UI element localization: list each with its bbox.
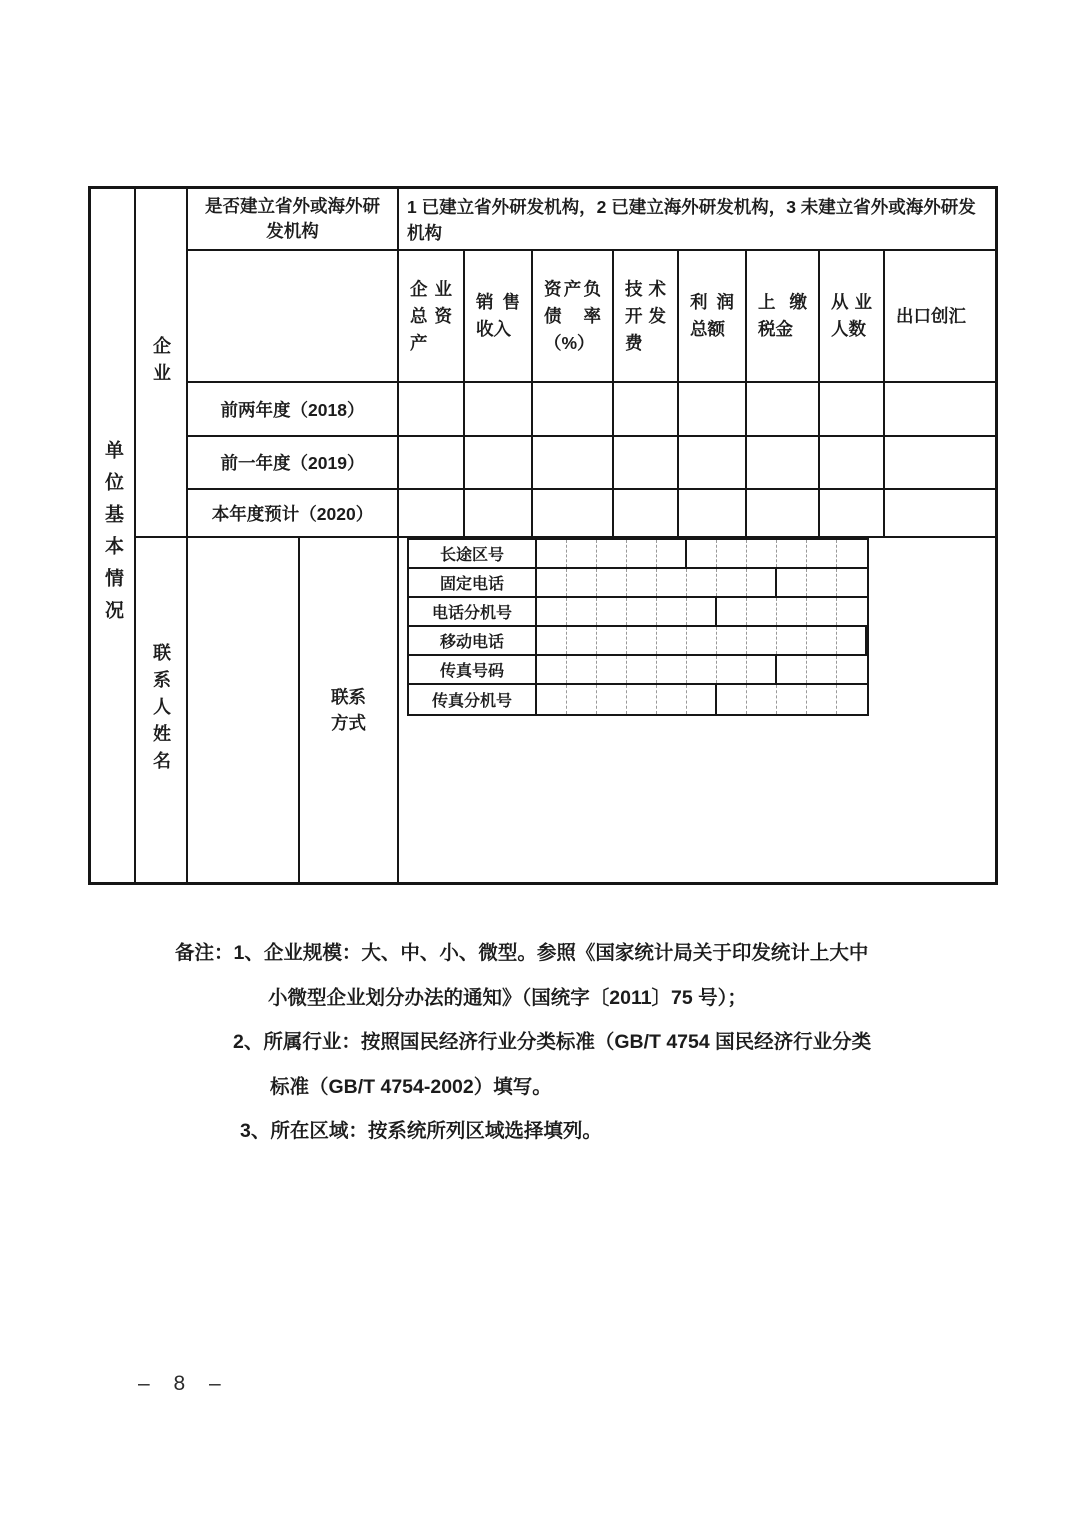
contact-row xyxy=(409,627,867,656)
digit-cell[interactable] xyxy=(687,627,717,654)
digit-cell[interactable] xyxy=(717,569,747,596)
digit-cell[interactable] xyxy=(837,598,867,625)
section-title-cell xyxy=(91,189,134,882)
data-cell-2020-export-earnings[interactable] xyxy=(885,490,995,536)
data-cell-2020-total-assets[interactable] xyxy=(399,490,463,536)
digit-cell[interactable] xyxy=(537,656,567,683)
digit-cell[interactable] xyxy=(777,598,807,625)
col-header-total-assets xyxy=(399,251,463,381)
digit-cell[interactable] xyxy=(537,540,567,567)
digit-cell[interactable] xyxy=(657,656,687,683)
digit-cell[interactable] xyxy=(597,569,627,596)
digit-cell[interactable] xyxy=(657,540,687,567)
digit-cell[interactable] xyxy=(807,598,837,625)
col-header-label: 出口创汇 xyxy=(896,305,966,326)
contact-row-label: 电话分机号 xyxy=(409,598,537,625)
rd-question-label: 是否建立省外或海外研发机构 xyxy=(205,196,380,241)
contact-row-header: 联系人姓名 xyxy=(151,642,171,778)
digit-cell[interactable] xyxy=(717,598,747,625)
col-header-label: 销售收入 xyxy=(476,292,520,339)
digit-cell[interactable] xyxy=(747,656,777,683)
note-line: 备注：1、企业规模：大、中、小、微型。参照《国家统计局关于印发统计上大中 xyxy=(175,942,869,964)
data-cell-2020-sales-revenue[interactable] xyxy=(465,490,531,536)
digit-cell[interactable] xyxy=(657,598,687,625)
col-header-taxes-paid xyxy=(747,251,818,381)
digit-cell[interactable] xyxy=(537,569,567,596)
digit-cell[interactable] xyxy=(597,540,627,567)
data-cell-2019-total-profit[interactable] xyxy=(679,437,745,488)
digit-cell[interactable] xyxy=(597,627,627,654)
col-header-export-earnings xyxy=(885,251,995,381)
digit-cell[interactable] xyxy=(747,569,777,596)
year-row-label-2019-cell xyxy=(188,437,397,488)
digit-cell[interactable] xyxy=(687,656,717,683)
data-cell-2018-total-assets[interactable] xyxy=(399,383,463,435)
data-cell-2019-sales-revenue[interactable] xyxy=(465,437,531,488)
digit-cell[interactable] xyxy=(537,627,567,654)
digit-cell[interactable] xyxy=(717,656,747,683)
data-cell-2020-employees[interactable] xyxy=(820,490,883,536)
contact-row-label: 固定电话 xyxy=(409,569,537,596)
year-row-label: 本年度预计（2020） xyxy=(211,503,374,524)
digit-cell[interactable] xyxy=(807,656,837,683)
contact-row-label: 传真分机号 xyxy=(409,685,537,714)
digit-cell[interactable] xyxy=(657,685,687,714)
note-line: 2、所属行业：按照国民经济行业分类标准（GB/T 4754 国民经济行业分类 xyxy=(233,1031,872,1053)
contact-method-label-cell xyxy=(300,538,397,882)
digit-cell[interactable] xyxy=(567,627,597,654)
data-cell-2019-rd-expense[interactable] xyxy=(614,437,677,488)
contact-method-label: 联系方式 xyxy=(331,687,366,733)
digit-cell[interactable] xyxy=(537,685,567,714)
digit-cell[interactable] xyxy=(567,569,597,596)
data-cell-2020-total-profit[interactable] xyxy=(679,490,745,536)
data-cell-2018-taxes-paid[interactable] xyxy=(747,383,818,435)
digit-cell[interactable] xyxy=(567,540,597,567)
page-number: – 8 – xyxy=(138,1372,228,1395)
digit-cell[interactable] xyxy=(627,540,657,567)
digit-cell[interactable] xyxy=(777,569,807,596)
data-cell-2018-employees[interactable] xyxy=(820,383,883,435)
col-header-debt-ratio xyxy=(533,251,612,381)
contact-name-input-cell[interactable] xyxy=(188,538,298,882)
contact-row xyxy=(409,598,867,627)
digit-cell[interactable] xyxy=(747,627,777,654)
contact-row-header-cell xyxy=(136,538,186,882)
digit-cell[interactable] xyxy=(717,685,747,714)
digit-cell[interactable] xyxy=(627,685,657,714)
col-header-label: 技术开发费 xyxy=(625,278,666,353)
col-header-sales-revenue xyxy=(465,251,531,381)
digit-cell[interactable] xyxy=(837,685,867,714)
col-header-total-profit xyxy=(679,251,745,381)
digit-cell[interactable] xyxy=(837,627,867,654)
digit-cell[interactable] xyxy=(567,685,597,714)
digit-cell[interactable] xyxy=(597,598,627,625)
digit-cell[interactable] xyxy=(807,627,837,654)
col-header-label: 利润总额 xyxy=(690,292,734,339)
digit-cell[interactable] xyxy=(627,627,657,654)
data-cell-2019-export-earnings[interactable] xyxy=(885,437,995,488)
digit-cell[interactable] xyxy=(567,656,597,683)
data-cell-2020-debt-ratio[interactable] xyxy=(533,490,612,536)
contact-row xyxy=(409,685,867,714)
col-header-label: 企业总资产 xyxy=(410,278,452,353)
digit-cell[interactable] xyxy=(567,598,597,625)
digit-cell[interactable] xyxy=(837,569,867,596)
digit-cell[interactable] xyxy=(717,627,747,654)
contact-table xyxy=(407,538,869,716)
section-title: 单位基本情况 xyxy=(102,439,123,632)
digit-cell[interactable] xyxy=(627,598,657,625)
digit-cell[interactable] xyxy=(597,656,627,683)
contact-row xyxy=(409,540,867,569)
data-cell-2020-rd-expense[interactable] xyxy=(614,490,677,536)
data-cell-2019-taxes-paid[interactable] xyxy=(747,437,818,488)
digit-cell[interactable] xyxy=(657,569,687,596)
year-row-label: 前两年度（2018） xyxy=(220,399,365,420)
col-header-label: 上缴税金 xyxy=(758,292,807,339)
data-cell-2019-total-assets[interactable] xyxy=(399,437,463,488)
note-line: 3、所在区域：按系统所列区域选择填列。 xyxy=(240,1120,602,1142)
year-row-label: 前一年度（2019） xyxy=(220,453,365,473)
contact-row-label: 长途区号 xyxy=(409,540,537,567)
contact-row-label: 移动电话 xyxy=(409,627,537,654)
digit-cell[interactable] xyxy=(747,685,777,714)
digit-cell[interactable] xyxy=(807,685,837,714)
enterprise-row-header-cell xyxy=(136,189,186,536)
digit-cell[interactable] xyxy=(837,540,867,567)
digit-cell[interactable] xyxy=(627,656,657,683)
digit-cell[interactable] xyxy=(657,627,687,654)
rd-question-options: 1 已建立省外研发机构，2 已建立海外研发机构，3 未建立省外或海外研发机构 xyxy=(399,189,995,249)
digit-cell[interactable] xyxy=(687,569,717,596)
contact-row xyxy=(409,656,867,685)
digit-cell[interactable] xyxy=(687,540,717,567)
digit-cell[interactable] xyxy=(597,685,627,714)
digit-cell[interactable] xyxy=(747,540,777,567)
note-line: 小微型企业划分办法的通知》（国统字〔2011〕75 号）； xyxy=(268,986,747,1009)
data-cell-2018-debt-ratio[interactable] xyxy=(533,383,612,435)
data-cell-2019-debt-ratio[interactable] xyxy=(533,437,612,488)
year-row-label-2018-cell xyxy=(188,383,397,435)
data-cell-2018-total-profit[interactable] xyxy=(679,383,745,435)
header-spacer-cell xyxy=(188,251,397,381)
digit-cell[interactable] xyxy=(777,656,807,683)
digit-cell[interactable] xyxy=(537,598,567,625)
enterprise-row-header: 企业 xyxy=(151,335,171,390)
digit-cell[interactable] xyxy=(777,685,807,714)
digit-cell[interactable] xyxy=(777,540,807,567)
digit-cell[interactable] xyxy=(687,598,717,625)
data-cell-2018-rd-expense[interactable] xyxy=(614,383,677,435)
data-cell-2020-taxes-paid[interactable] xyxy=(747,490,818,536)
note-line: 标准（GB/T 4754-2002）填写。 xyxy=(270,1075,552,1098)
unit-info-table xyxy=(88,186,998,885)
year-row-label-2020-cell xyxy=(188,490,397,536)
col-header-employees xyxy=(820,251,883,381)
rd-question-label-cell xyxy=(188,189,397,249)
data-cell-2018-sales-revenue[interactable] xyxy=(465,383,531,435)
contact-row-label: 传真号码 xyxy=(409,656,537,683)
digit-cell[interactable] xyxy=(747,598,777,625)
col-header-label: 资产负债率（%） xyxy=(544,278,601,353)
digit-cell[interactable] xyxy=(717,540,747,567)
digit-cell[interactable] xyxy=(777,627,807,654)
data-cell-2019-employees[interactable] xyxy=(820,437,883,488)
digit-cell[interactable] xyxy=(807,540,837,567)
data-cell-2018-export-earnings[interactable] xyxy=(885,383,995,435)
col-header-label: 从业人数 xyxy=(831,292,872,339)
contact-row xyxy=(409,569,867,598)
col-header-rd-expense xyxy=(614,251,677,381)
digit-cell[interactable] xyxy=(837,656,867,683)
notes-block xyxy=(175,931,905,1154)
digit-cell[interactable] xyxy=(627,569,657,596)
digit-cell[interactable] xyxy=(807,569,837,596)
digit-cell[interactable] xyxy=(687,685,717,714)
contact-table-container xyxy=(399,538,995,882)
